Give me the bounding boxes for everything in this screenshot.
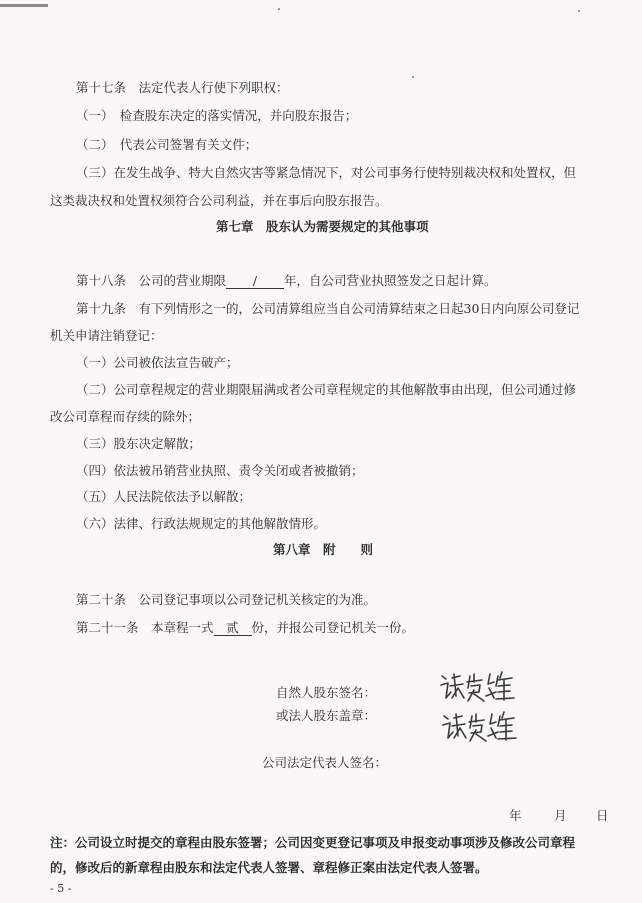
article-19-item: （一）公司被依法宣告破产； [76, 355, 239, 370]
legal-person-seal-label: 或法人股东盖章： [276, 708, 377, 723]
article-17-item-2: （二） 代表公司签署有关文件； [76, 137, 258, 152]
date-day: 日 [596, 808, 609, 823]
footnote-line-1: 注：公司设立时提交的章程由股东签署；公司因变更登记事项及申报变动事项涉及修改公司章程 [50, 835, 576, 850]
operating-term-blank: / [226, 274, 284, 289]
scan-speck [412, 76, 414, 78]
handwritten-signature-2 [440, 706, 522, 746]
article-19-item: （六）法律、行政法规规定的其他解散情形。 [76, 516, 327, 531]
article-17-item-1: （一） 检查股东决定的落实情况，并向股东报告； [76, 108, 358, 123]
copies-count-blank: 贰 [214, 621, 252, 636]
date-month: 月 [554, 808, 567, 823]
article-19-item: （二）公司章程规定的营业期限届满或者公司章程规定的其他解散事由出现，但公司通过修 [76, 382, 577, 397]
page-number: - 5 - [50, 882, 72, 895]
article-19-item: （五）人民法院依法予以解散； [76, 489, 252, 504]
article-21-suffix: 份，并报公司登记机关一份。 [251, 620, 415, 635]
article-19-line-1: 第十九条 有下列情形之一的，公司清算组应当自公司清算结束之日起30日内向原公司登记 [76, 301, 580, 316]
article-19-line-2: 机关申请注销登记： [50, 328, 163, 343]
article-18 [76, 273, 497, 289]
chapter-8-heading: 第八章 附 则 [273, 542, 374, 557]
article-18-suffix: 年，自公司营业执照签发之日起计算。 [284, 273, 497, 288]
footnote-line-2: 的，修改后的新章程由股东和法定代表人签署、章程修正案由法定代表人签署。 [50, 860, 488, 875]
natural-person-signature-label: 自然人股东签名： [276, 685, 377, 700]
article-17-title: 第十七条 法定代表人行使下列职权： [76, 80, 289, 95]
handwritten-signature-1 [438, 668, 520, 708]
article-18-prefix: 第十八条 公司的营业期限 [76, 273, 227, 288]
article-19-item: （四）依法被吊销营业执照、责令关闭或者被撤销； [76, 463, 364, 478]
scan-speck [578, 10, 580, 12]
footnote [50, 830, 610, 880]
date-year: 年 [509, 808, 522, 823]
article-17-item-3-line-1: （三）在发生战争、特大自然灾害等紧急情况下，对公司事务行使特别裁决权和处置权，但 [76, 165, 577, 180]
article-19-item: （三）股东决定解散； [76, 436, 202, 451]
chapter-7-heading: 第七章 股东认为需要规定的其他事项 [216, 219, 429, 234]
article-19-item: 改公司章程而存续的除外； [50, 409, 201, 424]
scan-speck [278, 8, 280, 10]
article-17-item-3-line-2: 这类裁决权和处置权须符合公司利益，并在事后向股东报告。 [50, 193, 388, 208]
article-21-prefix: 第二十一条 本章程一式 [76, 620, 214, 635]
article-21 [76, 620, 414, 636]
scan-edge-mark [0, 4, 48, 7]
legal-representative-signature-label: 公司法定代表人签名： [262, 755, 388, 770]
article-20: 第二十条 公司登记事项以公司登记机关核定的为准。 [76, 592, 377, 607]
